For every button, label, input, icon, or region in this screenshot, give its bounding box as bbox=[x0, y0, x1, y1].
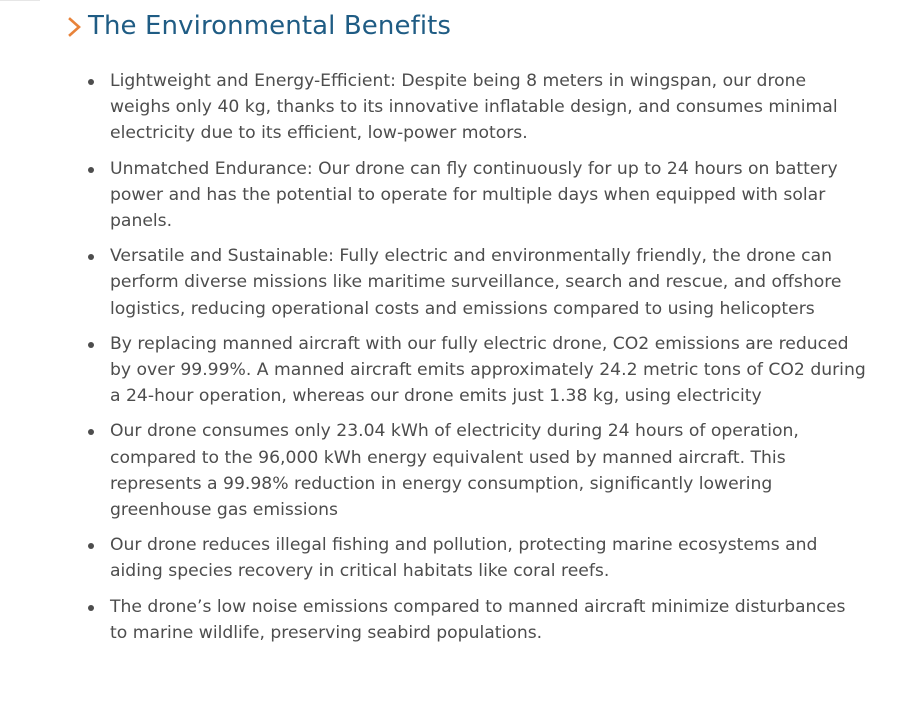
benefit-text: Unmatched Endurance: Our drone can fly continuously for up to 24 hours on battery power and has the potential to operate for multiple days when equipped with solar panels. bbox=[110, 158, 838, 232]
bullet-icon bbox=[88, 167, 94, 173]
benefit-text: By replacing manned aircraft with our fully electric drone, CO2 emissions are reduced by over 99.99%. A manned aircraft emits approximately 24.2 metric tons of CO2 during a 24-hour operation, whereas our drone emits just 1.38 kg, using electricity bbox=[110, 333, 866, 407]
bullet-icon bbox=[88, 543, 94, 549]
chevron-right-icon bbox=[66, 13, 84, 41]
benefit-item bbox=[66, 418, 866, 523]
benefit-text: Our drone reduces illegal fishing and pollution, protecting marine ecosystems and aiding species recovery in critical habitats like coral reefs. bbox=[110, 535, 818, 582]
benefit-text: Our drone consumes only 23.04 kWh of electricity during 24 hours of operation, compared to the 96,000 kWh energy equivalent used by manned aircraft. This represents a 99.98% reduction in energy consumption, significantly lowering greenhouse gas emissions bbox=[110, 421, 799, 521]
benefit-list bbox=[66, 68, 866, 646]
benefit-item bbox=[66, 532, 866, 584]
benefit-item bbox=[66, 331, 866, 410]
environmental-benefits-section bbox=[66, 6, 866, 655]
benefit-item bbox=[66, 68, 866, 147]
bullet-icon bbox=[88, 342, 94, 348]
benefit-item bbox=[66, 243, 866, 322]
bullet-icon bbox=[88, 605, 94, 611]
bullet-icon bbox=[88, 429, 94, 435]
section-header bbox=[66, 6, 866, 46]
benefit-item bbox=[66, 594, 866, 646]
bullet-icon bbox=[88, 79, 94, 85]
bullet-icon bbox=[88, 254, 94, 260]
benefit-text: Lightweight and Energy-Efficient: Despite being 8 meters in wingspan, our drone weighs only 40 kg, thanks to its innovative inflatable design, and consumes minimal electricity due to its efficient, low-power motors. bbox=[110, 71, 838, 144]
benefit-text: Versatile and Sustainable: Fully electric and environmentally friendly, the drone can perform diverse missions like maritime surveillance, search and rescue, and offshore logistics, reducing operational costs and emissions compared to using helicopters bbox=[110, 246, 842, 319]
top-divider bbox=[0, 0, 40, 1]
benefit-text: The drone’s low noise emissions compared to manned aircraft minimize disturbances to marine wildlife, preserving seabird populations. bbox=[110, 596, 846, 643]
benefit-item bbox=[66, 156, 866, 235]
section-title: The Environmental Benefits bbox=[88, 11, 452, 41]
